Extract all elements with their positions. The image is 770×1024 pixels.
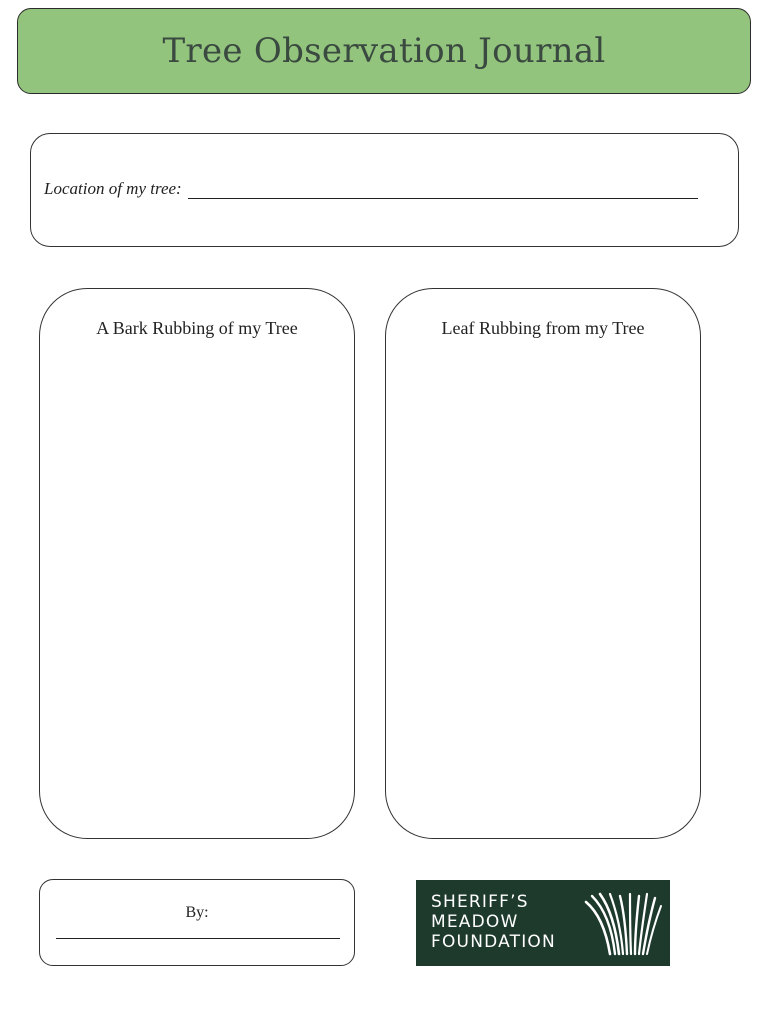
location-box [30, 133, 739, 247]
leaf-rubbing-title: Leaf Rubbing from my Tree [441, 318, 645, 338]
by-label: By: [185, 904, 209, 921]
logo-line-2: MEADOW [431, 912, 519, 932]
location-write-line [188, 180, 698, 199]
logo-line-3: FOUNDATION [431, 932, 556, 952]
logo-line-1: SHERIFF’S [431, 892, 529, 912]
sheriffs-meadow-logo [416, 880, 670, 966]
by-write-line [56, 938, 340, 939]
grass-reeds-icon [584, 892, 662, 956]
bark-rubbing-title: A Bark Rubbing of my Tree [96, 318, 298, 338]
location-label: Location of my tree: [44, 179, 182, 198]
location-row [44, 179, 698, 199]
byline-box [39, 879, 355, 966]
logo-text [431, 892, 556, 952]
leaf-rubbing-box [385, 288, 701, 839]
bark-rubbing-box [39, 288, 355, 839]
title-banner [17, 8, 751, 94]
page-title: Tree Observation Journal [162, 31, 606, 71]
